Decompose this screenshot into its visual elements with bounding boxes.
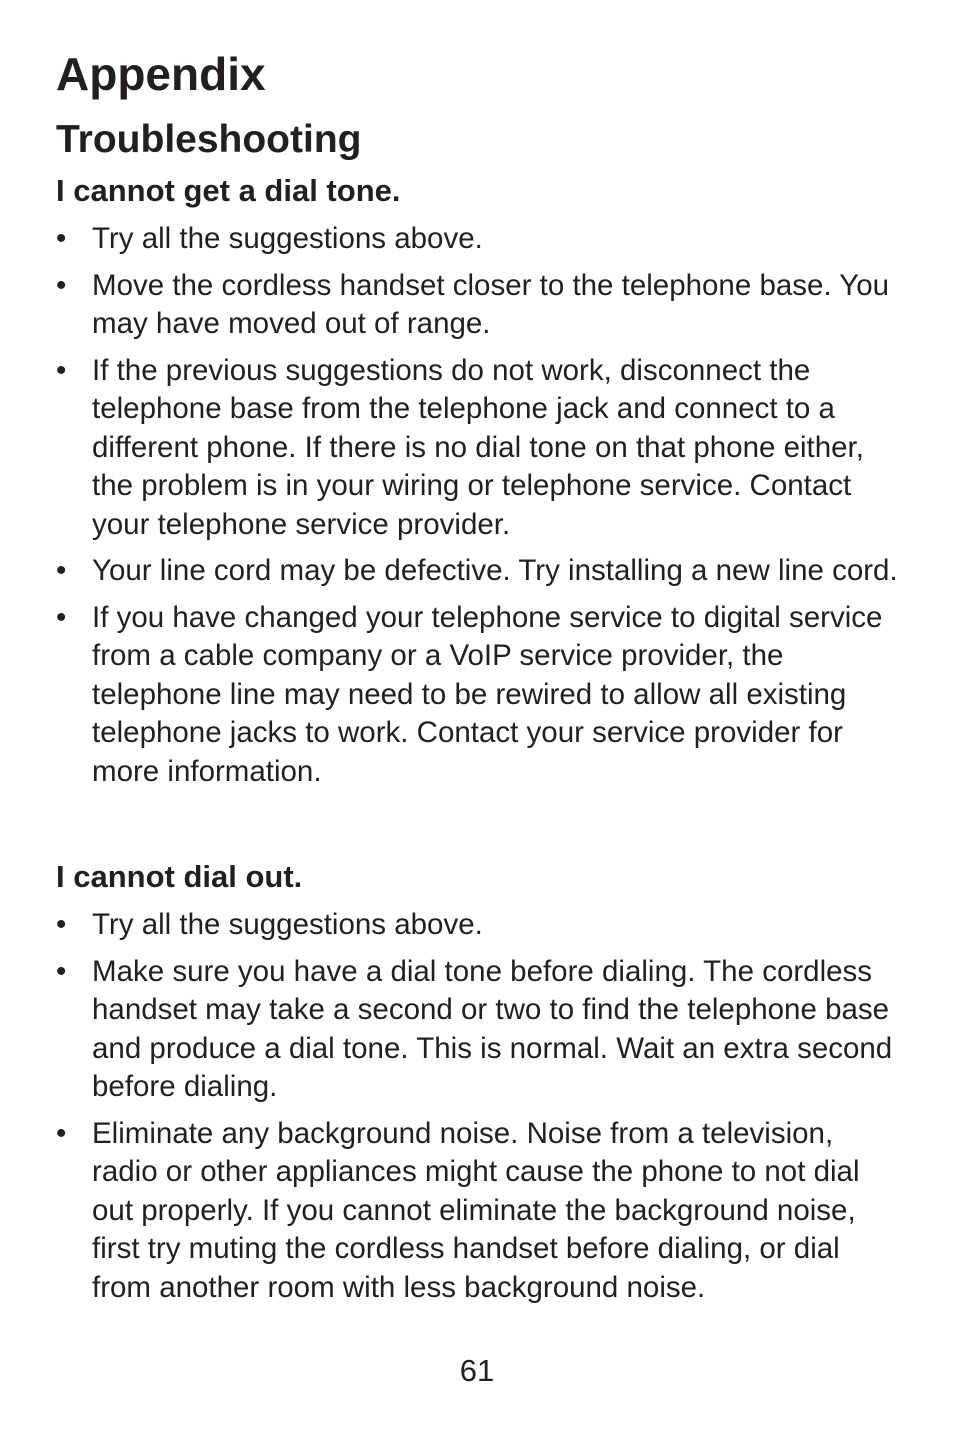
bullet-icon: • [56,268,67,302]
section-title-troubleshooting: Troubleshooting [56,118,362,161]
list-item-text: Your line cord may be defective. Try installing a new line cord. [92,554,898,587]
list-item-text: If the previous suggestions do not work, disconnect the telephone base from the telephone jack and connect to a different phone. If there is no dial tone on that phone either, the problem is in your wiring or telephone service. Contact your telephone service provider. [92,353,864,541]
list-item [56,352,906,545]
page-number: 61 [459,1353,495,1388]
bullet-icon: • [56,353,67,387]
bullet-icon: • [56,954,67,988]
list-item [56,220,906,259]
list-item [56,552,906,591]
list-item [56,953,906,1107]
question-no-dial-tone: I cannot get a dial tone. [56,173,401,208]
bullet-icon: • [56,222,67,255]
list-item [56,906,906,945]
list-item [56,1115,906,1308]
bullet-icon: • [56,908,67,941]
list-item-text: Eliminate any background noise. Noise from a television, radio or other appliances might cause the phone to not dial out properly. If you cannot eliminate the background noise, first try muting the cordless handset before dialing, or dial from another room with less background noise. [92,1116,860,1304]
list-item-text: Try all the suggestions above. [92,222,483,255]
list-item-text: Make sure you have a dial tone before dialing. The cordless handset may take a second or two to find the telephone base and produce a dial tone. This is normal. Wait an extra second before dialing. [92,954,893,1103]
bullet-icon: • [56,600,67,634]
list-item [56,599,906,792]
list-item-text: Move the cordless handset closer to the telephone base. You may have moved out of range. [92,268,890,340]
bullet-icon: • [56,554,67,587]
question-cannot-dial-out: I cannot dial out. [56,859,303,894]
list-item-text: If you have changed your telephone service to digital service from a cable company or a VoIP service provider, the telephone line may need to be rewired to allow all existing telephone jacks to work. Contact your service provider for more information. [92,600,883,788]
bullet-list-no-dial-tone [56,220,906,799]
list-item-text: Try all the suggestions above. [92,908,483,941]
bullet-list-cannot-dial-out [56,906,906,1315]
bullet-icon: • [56,1116,67,1150]
list-item [56,267,906,344]
appendix-title: Appendix [56,48,266,100]
